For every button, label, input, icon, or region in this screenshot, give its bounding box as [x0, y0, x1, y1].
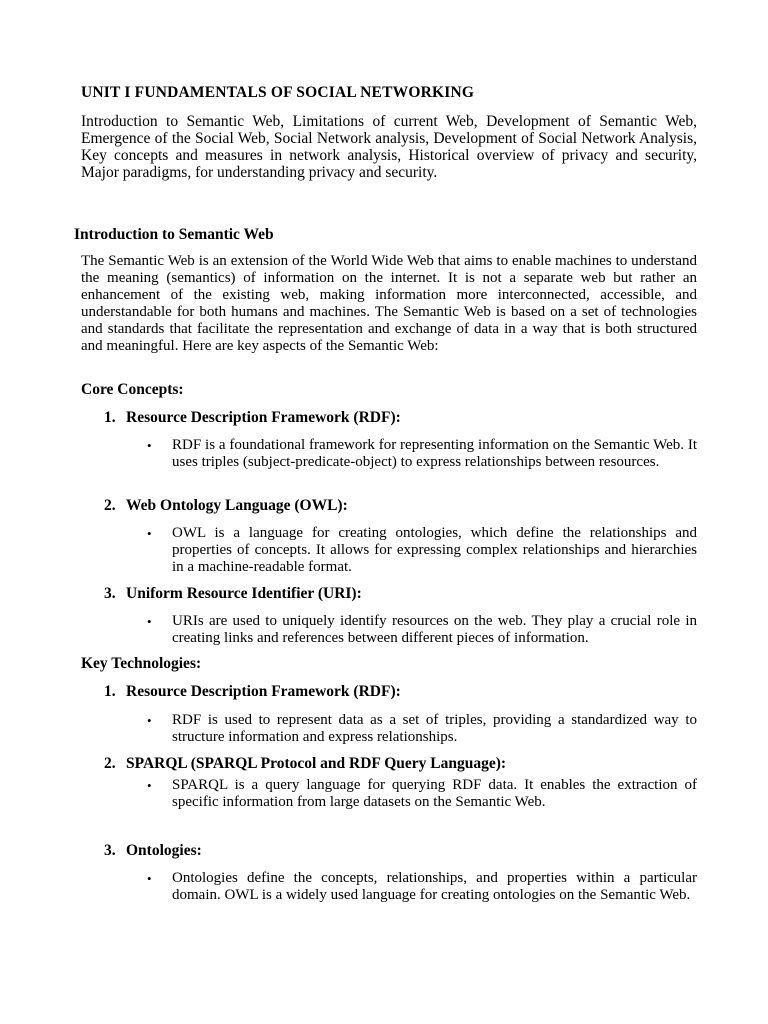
section-title: Introduction to Semantic Web [74, 226, 274, 243]
bullet-text: Ontologies define the concepts, relationships, and properties within a particular domain. OWL is a widely used language for creating ontologies on the Semantic Web. [172, 870, 697, 903]
item-title: Uniform Resource Identifier (URI): [126, 585, 362, 602]
key-technologies-heading: Key Technologies: [81, 655, 202, 672]
key-technology-item-heading [104, 842, 202, 860]
core-concept-item-heading [104, 497, 348, 515]
bullet-item [147, 613, 697, 647]
item-title: SPARQL (SPARQL Protocol and RDF Query Language): [126, 755, 507, 772]
core-concepts-heading: Core Concepts: [81, 381, 184, 398]
bullet-icon: • [147, 871, 152, 886]
key-technology-item-heading [104, 755, 506, 773]
item-number: 3. [104, 842, 116, 859]
bullet-text: OWL is a language for creating ontologies, which define the relationships and properties of concepts. It allows for expressing complex relationships and hierarchies in a machine-readable format. [172, 525, 697, 575]
item-number: 2. [104, 755, 116, 772]
bullet-text: URIs are used to uniquely identify resources on the web. They play a crucial role in creating links and references between different pieces of information. [172, 613, 697, 646]
core-concept-item-heading [104, 409, 401, 427]
core-concept-item-heading [104, 585, 362, 603]
bullet-text: RDF is a foundational framework for representing information on the Semantic Web. It uses triples (subject-predicate-object) to express relationships between resources. [172, 437, 697, 470]
bullet-icon: • [147, 438, 152, 453]
bullet-item [147, 712, 697, 746]
bullet-item [147, 777, 697, 811]
item-title: Ontologies: [126, 842, 202, 859]
intro-paragraph: The Semantic Web is an extension of the World Wide Web that aims to enable machines to understand the meaning (semantics) of information on the internet. It is not a separate web but rather an enhancement of the existing web, making information more interconnected, accessible, and understandable for both humans and machines. The Semantic Web is based on a set of technologies and standards that facilitate the representation and exchange of data in a way that is both structured and meaningful. Here are key aspects of the Semantic Web: [81, 253, 697, 354]
bullet-icon: • [147, 713, 152, 728]
bullet-icon: • [147, 614, 152, 629]
bullet-icon: • [147, 778, 152, 793]
item-number: 3. [104, 585, 116, 602]
bullet-text: RDF is used to represent data as a set of triples, providing a standardized way to structure information and express relationships. [172, 712, 697, 745]
item-title: Resource Description Framework (RDF): [126, 409, 401, 426]
item-number: 1. [104, 683, 116, 700]
item-number: 2. [104, 497, 116, 514]
bullet-item [147, 437, 697, 471]
bullet-text: SPARQL is a query language for querying RDF data. It enables the extraction of specific information from large datasets on the Semantic Web. [172, 777, 697, 810]
key-technology-item-heading [104, 683, 401, 701]
bullet-item [147, 525, 697, 576]
unit-intro-paragraph: Introduction to Semantic Web, Limitations of current Web, Development of Semantic Web, Emergence of the Social Web, Social Network analysis, Development of Social Network Analysis, Key concepts and measures in network analysis, Historical overview of privacy and security, Major paradigms, for understanding privacy and security. [81, 113, 697, 181]
item-number: 1. [104, 409, 116, 426]
item-title: Web Ontology Language (OWL): [126, 497, 348, 514]
unit-title: UNIT I FUNDAMENTALS OF SOCIAL NETWORKING [81, 84, 475, 101]
bullet-item [147, 870, 697, 904]
bullet-icon: • [147, 526, 152, 541]
item-title: Resource Description Framework (RDF): [126, 683, 401, 700]
